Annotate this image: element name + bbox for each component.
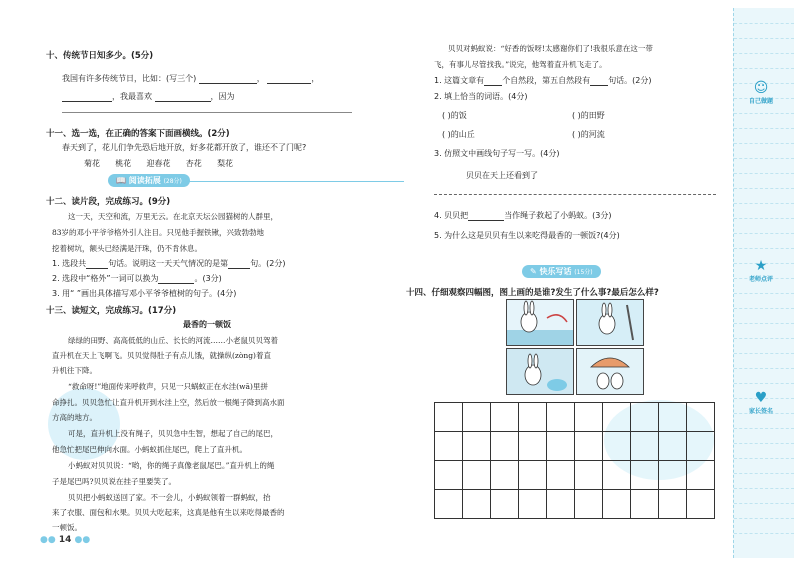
page-number-text: 14 bbox=[58, 535, 72, 545]
writing-cell[interactable] bbox=[686, 489, 715, 519]
r1a: 1. 这篇文章有 bbox=[434, 76, 485, 85]
rabbits-umbrella-icon bbox=[577, 349, 643, 394]
sidebar-rule bbox=[734, 218, 794, 219]
sidebar-rule bbox=[734, 338, 794, 339]
writing-cell[interactable] bbox=[686, 402, 715, 432]
r1b: 个自然段，第五自然段有 bbox=[502, 76, 591, 85]
festival-blank-1[interactable] bbox=[199, 75, 257, 84]
sidebar-rule bbox=[734, 113, 794, 114]
sidebar-rule bbox=[734, 323, 794, 324]
writing-cell[interactable] bbox=[462, 402, 491, 432]
writing-cell[interactable] bbox=[630, 489, 659, 519]
sidebar-rule bbox=[734, 248, 794, 249]
sidebar-rule bbox=[734, 188, 794, 189]
fill-row-2-a[interactable]: ( )的山丘 bbox=[442, 130, 475, 139]
page-dots-right: ●● bbox=[71, 535, 91, 545]
writing-cell[interactable] bbox=[658, 402, 687, 432]
option-chrysanthemum[interactable]: 菊花 bbox=[84, 159, 100, 168]
q12-title: 十二、读片段，完成练习。(9分) bbox=[46, 197, 171, 207]
writing-cell[interactable] bbox=[658, 460, 687, 490]
sidebar-rule bbox=[734, 293, 794, 294]
story-line-12: 来了衣服、面包和水果。贝贝大吃起来，这真是他有生以来吃得最香的 bbox=[52, 508, 285, 517]
page-number bbox=[40, 535, 90, 545]
rope-blank[interactable] bbox=[468, 212, 504, 221]
story-line-9: 小蚂蚁对贝贝说：“哟，你的绳子真像老鼠尾巴。”直升机上的绳 bbox=[68, 461, 275, 470]
sidebar-rule bbox=[734, 368, 794, 369]
story-line-2: 直升机在天上飞啊飞。贝贝觉得肚子有点儿饿，就操纵(zòng)着直 bbox=[52, 351, 271, 360]
sidebar-rule bbox=[734, 458, 794, 459]
writing-cell[interactable] bbox=[658, 489, 687, 519]
sidebar-item-parent bbox=[744, 390, 778, 415]
smile-icon: ☺ bbox=[753, 80, 769, 96]
r-item-1 bbox=[434, 75, 652, 86]
q11-text: 春天到了，花儿们争先恐后地开放，好多花都开放了，谁还不了门呢? bbox=[62, 143, 307, 152]
story-line-8: 他急忙把尾巴伸向水面。小蚂蚁抓住尾巴，爬上了直升机。 bbox=[52, 445, 247, 454]
sidebar-rule bbox=[734, 23, 794, 24]
comic-panel-2 bbox=[576, 299, 644, 346]
reading-banner-score: (28分) bbox=[163, 178, 182, 185]
q12-i1a: 1. 选段共 bbox=[52, 259, 87, 268]
option-pear[interactable]: 梨花 bbox=[217, 159, 234, 168]
writing-cell[interactable] bbox=[462, 460, 491, 490]
writing-cell[interactable] bbox=[434, 460, 463, 490]
writing-cell[interactable] bbox=[602, 402, 631, 432]
sidebar-rule bbox=[734, 128, 794, 129]
writing-cell[interactable] bbox=[602, 431, 631, 461]
story-line-10: 子是尾巴吗?贝贝说在挂子里要笑了。 bbox=[52, 477, 177, 486]
sidebar-label-parent: 家长签名 bbox=[748, 408, 773, 415]
q12-para-3: 挖着树坑，额头已经满是汗珠，仍不肯休息。 bbox=[52, 244, 202, 253]
writing-grid[interactable] bbox=[434, 402, 714, 520]
q10-line2 bbox=[62, 91, 235, 102]
right-intro-2: 飞，有事儿尽管找我。”说完，他驾着直升机飞走了。 bbox=[434, 60, 607, 69]
q12-para-2: 83岁的邓小平爷爷格外引人注目。只见他手握铁锹，兴致勃勃地 bbox=[52, 228, 265, 237]
sidebar-rule bbox=[734, 68, 794, 69]
q14-title: 十四、仔细观察四幅图，图上画的是谁?发生了什么事?最后怎么样? bbox=[406, 288, 659, 298]
r-item-4 bbox=[434, 210, 612, 221]
book-icon: 📖 bbox=[116, 176, 126, 185]
q11-options bbox=[84, 158, 233, 169]
story-title: 最香的一顿饭 bbox=[183, 320, 231, 329]
sidebar-rule bbox=[734, 203, 794, 204]
r-item-3: 3. 仿照文中画线句子写一写。(4分) bbox=[434, 149, 560, 158]
q10-title: 十、传统节日知多少。(5分) bbox=[46, 51, 154, 61]
sidebar-rule bbox=[734, 443, 794, 444]
comic-panel-1 bbox=[506, 299, 574, 346]
writing-cell[interactable] bbox=[686, 460, 715, 490]
fill-row-1-b[interactable]: ( )的田野 bbox=[572, 111, 605, 120]
sidebar-rule bbox=[734, 233, 794, 234]
weather-sentence-blank[interactable] bbox=[228, 260, 250, 269]
story-line-13: 一顿饭。 bbox=[52, 523, 82, 532]
q12-item-3: 3. 用“ ”画出具体描写邓小平爷爷植树的句子。(4分) bbox=[52, 289, 237, 298]
festival-blank-3[interactable] bbox=[62, 93, 112, 102]
r3-answer-line[interactable] bbox=[434, 194, 716, 195]
story-line-1: 绿绿的田野、高高低低的山丘、长长的河流……小老鼠贝贝驾着 bbox=[68, 336, 278, 345]
story-line-11: 贝贝把小蚂蚁送回了家。不一会儿，小蚂蚁领着一群蚂蚁，抬 bbox=[68, 493, 271, 502]
writing-cell[interactable] bbox=[574, 460, 603, 490]
writing-cell[interactable] bbox=[574, 489, 603, 519]
q11-title: 十一、选一选，在正确的答案下面画横线。(2分) bbox=[46, 129, 230, 139]
paragraph-count-blank[interactable] bbox=[484, 77, 502, 86]
sidebar-rule bbox=[734, 353, 794, 354]
writing-cell[interactable] bbox=[434, 489, 463, 519]
writing-cell[interactable] bbox=[518, 402, 547, 432]
sidebar-rule bbox=[734, 38, 794, 39]
writing-cell[interactable] bbox=[546, 460, 575, 490]
q10-fav-label: ，我最喜欢 bbox=[112, 92, 152, 101]
sidebar-item-self bbox=[744, 80, 778, 105]
r1c: 句话。(2分) bbox=[608, 76, 652, 85]
story-line-5: 命挣扎。贝贝急忙让直升机开到水洼上空，然后放一根绳子降到高水面 bbox=[52, 398, 285, 407]
reading-banner-label: 阅读拓展 bbox=[128, 176, 161, 185]
writing-cell[interactable] bbox=[630, 460, 659, 490]
q10-because-label: ，因为 bbox=[210, 92, 235, 101]
writing-cell[interactable] bbox=[518, 460, 547, 490]
writing-cell[interactable] bbox=[546, 431, 575, 461]
writing-cell[interactable] bbox=[574, 402, 603, 432]
writing-banner-score: (15分) bbox=[574, 269, 593, 276]
writing-banner-label: 快乐写话 bbox=[539, 267, 572, 276]
sidebar-rule bbox=[734, 308, 794, 309]
option-winter-jasmine[interactable]: 迎春花 bbox=[146, 159, 171, 168]
favorite-blank[interactable] bbox=[155, 93, 211, 102]
writing-cell[interactable] bbox=[686, 431, 715, 461]
q10-sep2: ， bbox=[311, 74, 320, 83]
pencil-icon: ✎ bbox=[530, 267, 537, 276]
r-item-5: 5. 为什么这是贝贝有生以来吃得最香的一顿饭?(4分) bbox=[434, 231, 620, 240]
r4a: 4. 贝贝把 bbox=[434, 211, 469, 220]
q10-line1-text: 我国有许多传统节日，比如：(写三个) bbox=[62, 74, 197, 83]
sidebar-rule bbox=[734, 158, 794, 159]
writing-cell[interactable] bbox=[518, 431, 547, 461]
q12-i1b: 句话。说明这一天天气情况的是第 bbox=[108, 259, 229, 268]
sidebar-rule bbox=[734, 383, 794, 384]
sidebar-label-self: 自己做题 bbox=[748, 98, 773, 105]
sidebar-rule bbox=[734, 533, 794, 534]
sidebar-rule bbox=[734, 428, 794, 429]
rabbit-flying-icon bbox=[507, 300, 573, 345]
writing-cell[interactable] bbox=[602, 460, 631, 490]
q12-i2b: 。(3分) bbox=[194, 274, 222, 283]
reading-banner bbox=[108, 174, 190, 187]
option-apricot[interactable]: 杏花 bbox=[185, 159, 202, 168]
r3-prompt: 贝贝在天上还看到了 bbox=[466, 171, 538, 180]
fill-row-1-a[interactable]: ( )的饭 bbox=[442, 111, 467, 120]
writing-cell[interactable] bbox=[434, 431, 463, 461]
sidebar-rule bbox=[734, 173, 794, 174]
r-item-2: 2. 填上恰当的词语。(4分) bbox=[434, 92, 528, 101]
sidebar-item-teacher bbox=[744, 258, 778, 283]
star-icon: ★ bbox=[754, 258, 768, 274]
festival-blank-2[interactable] bbox=[267, 75, 311, 84]
fifth-para-sentences-blank[interactable] bbox=[590, 77, 608, 86]
writing-cell[interactable] bbox=[630, 402, 659, 432]
comic-panel-4 bbox=[576, 348, 644, 395]
q12-item-2 bbox=[52, 273, 222, 284]
q12-i1c: 句。(2分) bbox=[250, 259, 286, 268]
q12-para-1: 这一天，天空和流，万里无云。在北京天坛公园猫树的人群里， bbox=[68, 212, 278, 221]
sentence-count-blank[interactable] bbox=[86, 260, 108, 269]
writing-cell[interactable] bbox=[658, 431, 687, 461]
writing-cell[interactable] bbox=[434, 402, 463, 432]
writing-cell[interactable] bbox=[546, 489, 575, 519]
right-intro-1: 贝贝对蚂蚁说：“好香的饭呀!太感谢你们了!我很乐意在这一带 bbox=[448, 44, 653, 53]
sidebar-label-teacher: 老师点评 bbox=[748, 276, 773, 283]
sidebar-rule bbox=[734, 143, 794, 144]
q13-title: 十三、读短文，完成练习。(17分) bbox=[46, 306, 177, 316]
writing-cell[interactable] bbox=[490, 489, 519, 519]
fill-row-2-b[interactable]: ( )的河流 bbox=[572, 130, 605, 139]
r4b: 当作绳子救起了小蚂蚁。(3分) bbox=[504, 211, 612, 220]
heart-icon: ♥ bbox=[754, 390, 768, 406]
q10-line1 bbox=[62, 73, 319, 84]
comic-panel-3 bbox=[506, 348, 574, 395]
q12-item-1 bbox=[52, 258, 286, 269]
writing-cell[interactable] bbox=[462, 431, 491, 461]
synonym-blank[interactable] bbox=[158, 275, 194, 284]
writing-banner bbox=[522, 265, 601, 278]
q10-sep1: ， bbox=[256, 74, 265, 83]
writing-cell[interactable] bbox=[462, 489, 491, 519]
q10-reason-line[interactable] bbox=[62, 112, 352, 113]
page-dots-left: ●● bbox=[40, 535, 59, 545]
writing-cell[interactable] bbox=[602, 489, 631, 519]
sidebar-rule bbox=[734, 488, 794, 489]
writing-cell[interactable] bbox=[490, 402, 519, 432]
writing-cell[interactable] bbox=[630, 431, 659, 461]
rabbit-rain-icon bbox=[507, 349, 573, 394]
story-line-3: 升机往下降。 bbox=[52, 366, 97, 375]
story-line-6: 方高的地方。 bbox=[52, 413, 97, 422]
writing-cell[interactable] bbox=[518, 489, 547, 519]
writing-cell[interactable] bbox=[574, 431, 603, 461]
sidebar-rule bbox=[734, 503, 794, 504]
sidebar-rule bbox=[734, 53, 794, 54]
story-line-7: 可是，直升机上没有绳子，贝贝急中生智，想起了自己的尾巴， bbox=[68, 429, 278, 438]
q12-i2a: 2. 选段中“格外”一词可以换为 bbox=[52, 274, 159, 283]
sidebar-rule bbox=[734, 473, 794, 474]
writing-cell[interactable] bbox=[490, 460, 519, 490]
option-peach[interactable]: 桃花 bbox=[115, 159, 132, 168]
rabbit-rescue-icon bbox=[577, 300, 643, 345]
writing-cell[interactable] bbox=[490, 431, 519, 461]
sidebar-rule bbox=[734, 518, 794, 519]
story-line-4: “救命呀!”地面传来呼救声，只见一只蜗蚁正在水洼(wā)里拼 bbox=[68, 382, 268, 391]
writing-cell[interactable] bbox=[546, 402, 575, 432]
